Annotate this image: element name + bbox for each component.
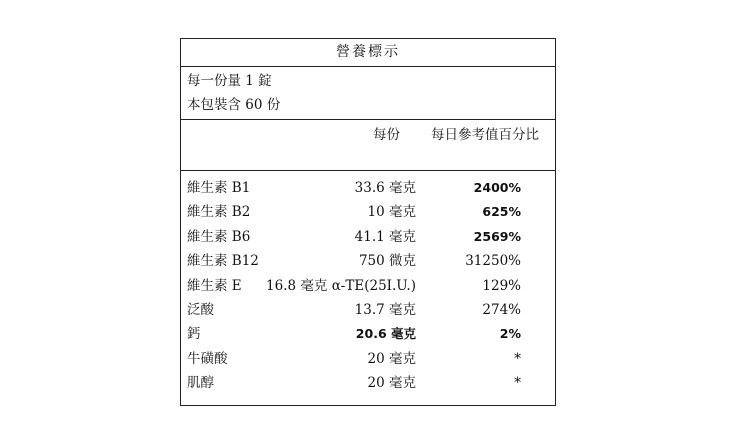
nutrient-amount: 20.6 毫克 — [355, 326, 416, 342]
nutrient-daily-value: 625% — [482, 204, 521, 220]
nutrient-row-b1 — [181, 176, 555, 200]
nutrient-amount: 750 微克 — [358, 253, 416, 270]
nutrient-name: 維生素 B6 — [187, 228, 251, 245]
nutrient-daily-value: 2569% — [473, 228, 521, 244]
label-title: 營養標示 — [181, 39, 555, 67]
nutrient-daily-value: 31250% — [465, 253, 521, 270]
nutrient-row-calcium — [181, 322, 555, 346]
nutrient-row-e — [181, 274, 555, 298]
nutrient-name: 維生素 B12 — [187, 253, 259, 270]
nutrient-amount: 33.6 毫克 — [354, 180, 416, 196]
nutrient-amount: 20 毫克 — [367, 375, 416, 392]
nutrient-name: 維生素 B1 — [187, 180, 251, 196]
nutrient-daily-value: 2400% — [473, 180, 521, 195]
nutrient-name: 鈣 — [187, 326, 201, 343]
nutrient-name: 維生素 E — [187, 277, 242, 294]
nutrient-daily-value: * — [514, 350, 521, 367]
nutrient-daily-value: 129% — [482, 277, 521, 294]
serving-size: 每一份量 1 錠 — [187, 73, 272, 89]
serving-info — [181, 67, 555, 120]
nutrient-daily-value: 274% — [482, 301, 521, 318]
nutrient-row-taurine — [181, 347, 555, 371]
nutrient-daily-value: * — [514, 375, 521, 392]
nutrient-row-b6 — [181, 225, 555, 249]
nutrient-row-b12 — [181, 249, 555, 273]
nutrient-amount: 41.1 毫克 — [354, 228, 416, 245]
nutrient-amount: 20 毫克 — [367, 350, 416, 367]
nutrient-row-pantothenic-acid — [181, 298, 555, 322]
nutrient-amount: 13.7 毫克 — [354, 301, 416, 318]
column-header — [181, 120, 555, 171]
servings-per-package: 本包裝含 60 份 — [187, 97, 281, 113]
nutrient-amount: 16.8 毫克 α-TE(25I.U.) — [266, 277, 416, 294]
nutrient-row-inositol — [181, 371, 555, 395]
nutrient-amount: 10 毫克 — [367, 204, 416, 221]
nutrient-name: 維生素 B2 — [187, 204, 251, 221]
nutrition-label — [180, 38, 556, 406]
nutrient-name: 牛磺酸 — [187, 350, 228, 367]
column-per-serving: 每份 — [373, 127, 400, 143]
column-daily-value: 每日參考值百分比 — [431, 127, 539, 143]
nutrient-rows — [181, 171, 555, 396]
nutrient-name: 泛酸 — [187, 301, 214, 318]
nutrient-row-b2 — [181, 200, 555, 224]
nutrient-daily-value: 2% — [499, 326, 521, 342]
nutrient-name: 肌醇 — [187, 375, 214, 392]
